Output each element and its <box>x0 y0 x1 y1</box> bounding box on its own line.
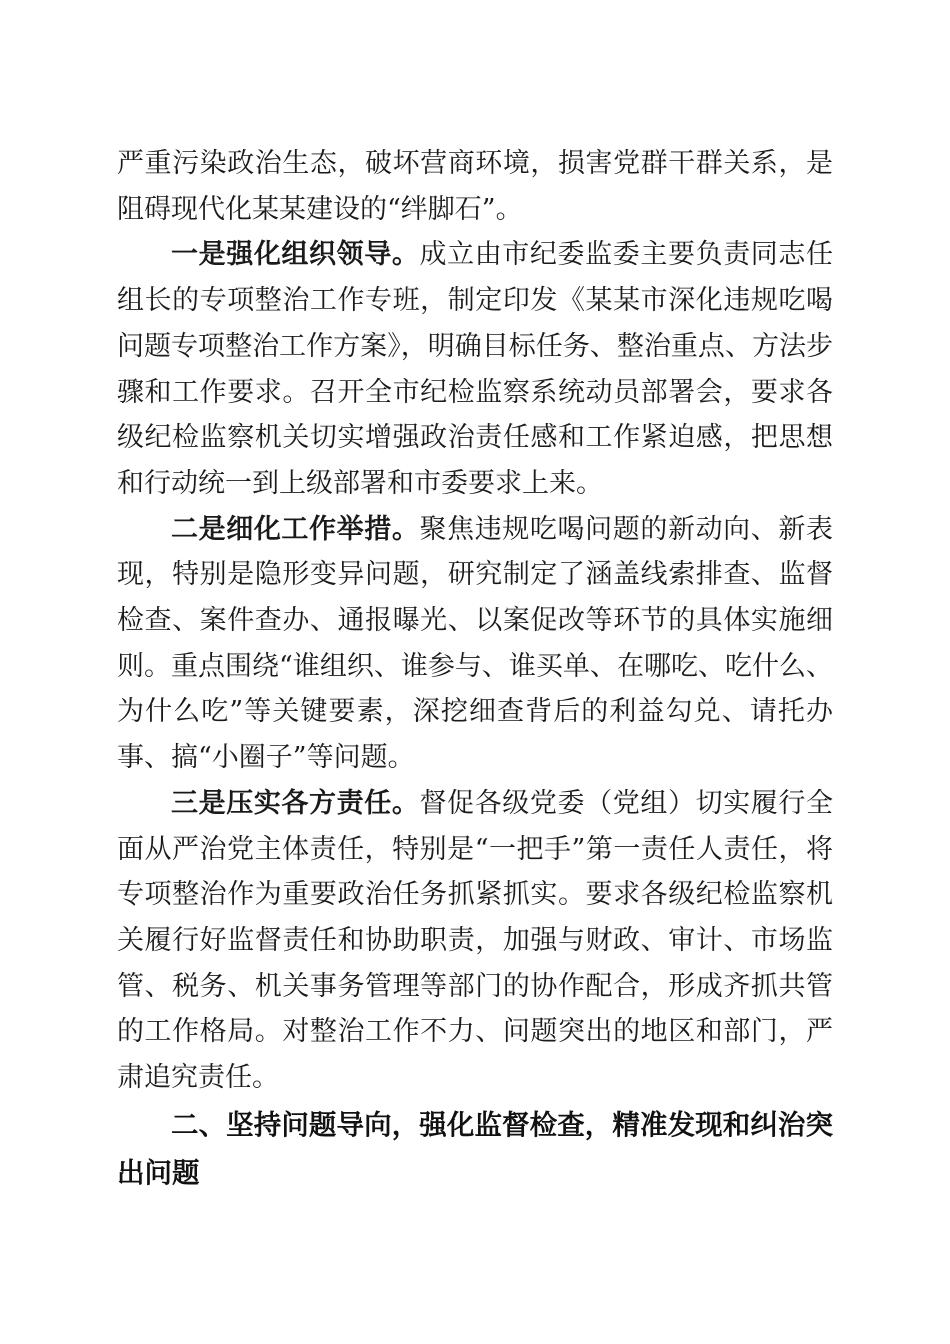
paragraph-lead-heading: 二是细化工作举措。 <box>171 513 420 545</box>
paragraph-text: 成立由市纪委监委主要负责同志任组长的专项整治工作专班，制定印发《某某市深化违规吃喝问题专项整治工作方案》，明确目标任务、整治重点、方法步骤和工作要求。召开全市纪检监察系统动员部署会，要求各级纪检监察机关切实增强政治责任感和工作紧迫感，把思想和行动统一到上级部署和市委要求上来。 <box>117 239 834 499</box>
paragraph-lead-heading: 一是强化组织领导。 <box>171 239 420 271</box>
paragraph-text: 聚焦违规吃喝问题的新动向、新表现，特别是隐形变异问题，研究制定了涵盖线索排查、监督检查、案件查办、通报曝光、以案促改等环节的具体实施细则。重点围绕“谁组织、谁参与、谁买单、在哪吃、吃什么、为什么吃”等关键要素，深挖细查背后的利益勾兑、请托办事、搞“小圈子”等问题。 <box>117 513 834 774</box>
paragraph-work-measures <box>117 507 833 781</box>
paragraph-continuation <box>117 141 833 232</box>
paragraph-organization-leadership <box>117 232 833 506</box>
document-body <box>117 141 833 1197</box>
paragraph-text: 严重污染政治生态，破坏营商环境，损害党群干群关系，是阻碍现代化某某建设的“绊脚石”。 <box>117 148 833 225</box>
section-heading: 二、坚持问题导向，强化监督检查，精准发现和纠治突出问题 <box>117 1108 833 1189</box>
paragraph-lead-heading: 三是压实各方责任。 <box>171 787 420 819</box>
paragraph-responsibilities <box>117 781 833 1101</box>
paragraph-text: 督促各级党委（党组）切实履行全面从严治党主体责任，特别是“一把手”第一责任人责任，将专项整治作为重要政治任务抓紧抓实。要求各级纪检监察机关履行好监督责任和协助职责，加强与财政、审计、市场监管、税务、机关事务管理等部门的协作配合，形成齐抓共管的工作格局。对整治工作不力、问题突出的地区和部门，严肃追究责任。 <box>117 787 834 1094</box>
